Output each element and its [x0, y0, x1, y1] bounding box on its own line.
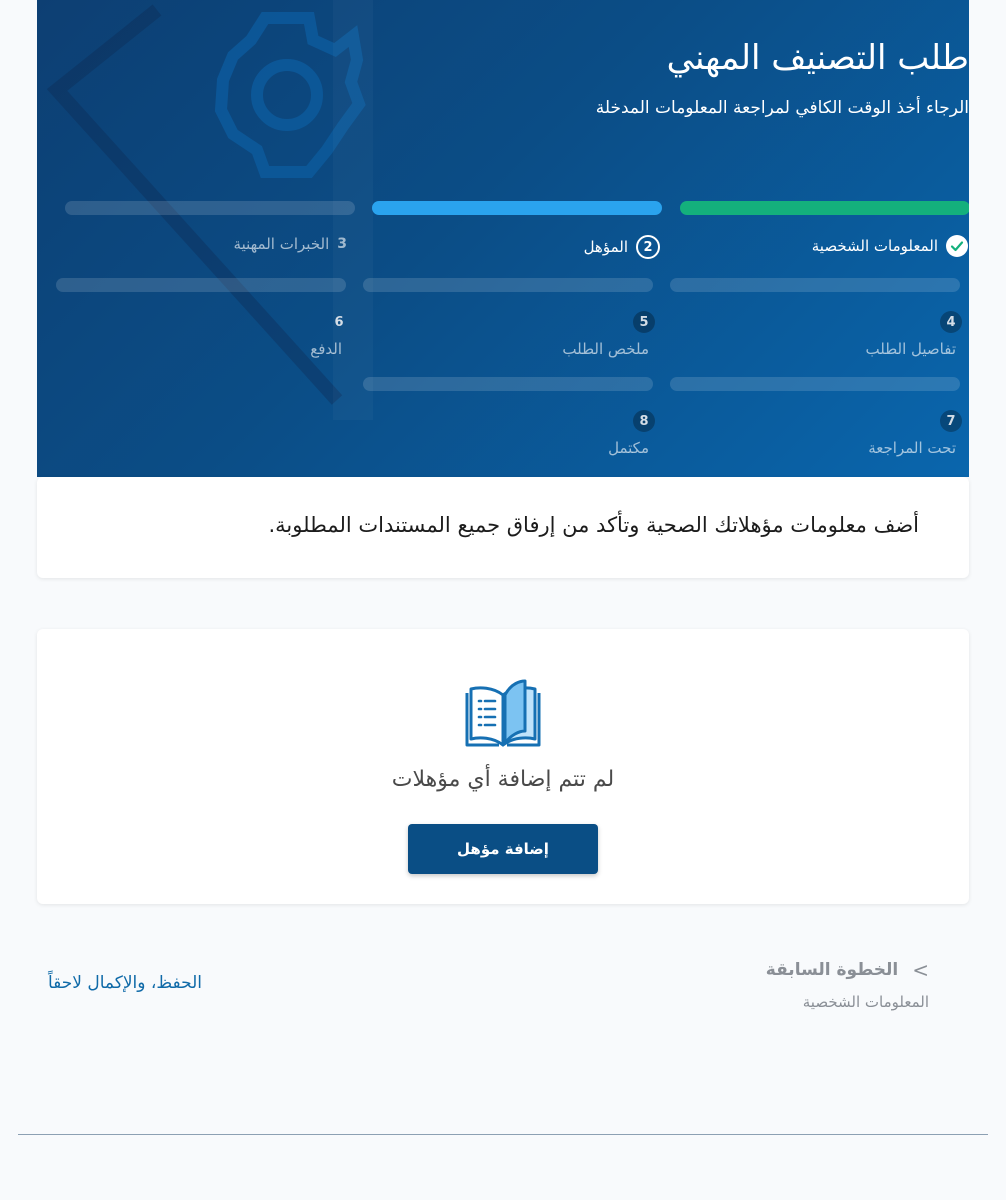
step-number: 5: [633, 311, 655, 333]
step-under-review[interactable]: [670, 377, 960, 457]
notice-card: [37, 477, 969, 578]
add-qualification-button[interactable]: إضافة مؤهل: [408, 824, 598, 874]
header-banner: [37, 0, 969, 477]
step-request-summary[interactable]: [363, 278, 653, 358]
step-payment[interactable]: [56, 278, 346, 358]
step-label: ملخص الطلب: [562, 340, 649, 358]
step-label: الخبرات المهنية: [233, 235, 330, 253]
step-progress-bar: [363, 377, 653, 391]
step-professional-experience[interactable]: [65, 201, 355, 271]
step-number: 7: [940, 410, 962, 432]
step-request-details[interactable]: [670, 278, 960, 358]
page-title: طلب التصنيف المهني: [666, 38, 969, 78]
step-label: مكتمل: [608, 439, 649, 457]
step-label: تفاصيل الطلب: [865, 340, 956, 358]
step-label: تحت المراجعة: [868, 439, 956, 457]
check-icon: [946, 235, 968, 257]
footer-divider: [18, 1134, 988, 1135]
step-label: المعلومات الشخصية: [811, 237, 938, 255]
step-number: 2: [636, 235, 660, 259]
notice-text: أضف معلومات مؤهلاتك الصحية وتأكد من إرفاق جميع المستندات المطلوبة.: [268, 513, 919, 537]
step-progress-bar: [363, 278, 653, 292]
previous-step-link[interactable]: [766, 958, 929, 982]
step-progress-bar: [56, 278, 346, 292]
step-number: 4: [940, 311, 962, 333]
previous-step-label: الخطوة السابقة: [765, 960, 899, 980]
step-qualification[interactable]: [372, 201, 662, 271]
step-number: 8: [633, 410, 655, 432]
previous-step-name: المعلومات الشخصية: [802, 993, 929, 1011]
step-progress-bar: [670, 377, 960, 391]
step-progress-bar: [65, 201, 355, 215]
step-label: الدفع: [310, 340, 342, 358]
step-progress-bar: [680, 201, 969, 215]
step-completed[interactable]: [363, 377, 653, 457]
page-subtitle: الرجاء أخذ الوقت الكافي لمراجعة المعلومات المدخلة: [595, 98, 969, 118]
qualifications-empty-state: [37, 629, 969, 904]
step-progress-bar: [670, 278, 960, 292]
step-personal-info[interactable]: [680, 201, 969, 271]
step-label: المؤهل: [583, 238, 628, 256]
save-and-continue-later-link[interactable]: الحفظ، والإكمال لاحقاً: [48, 973, 202, 993]
step-progress-bar: [372, 201, 662, 215]
open-book-icon: [465, 675, 541, 751]
step-number: 3: [337, 236, 347, 252]
empty-state-message: لم تتم إضافة أي مؤهلات: [391, 767, 615, 792]
step-number: 6: [334, 314, 344, 330]
chevron-left-icon: <: [912, 958, 929, 982]
